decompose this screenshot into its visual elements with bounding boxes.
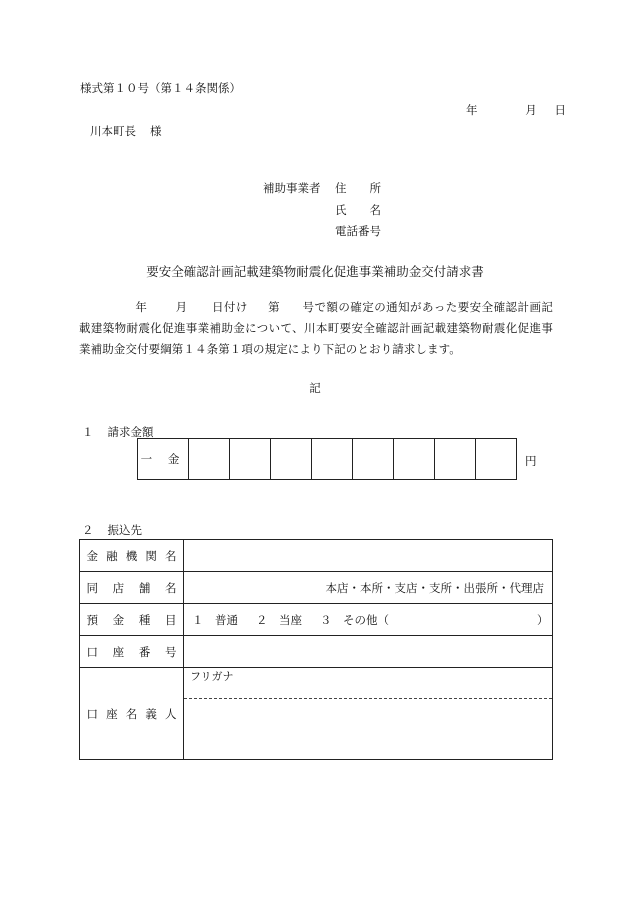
amount-row	[138, 439, 517, 480]
branch-row	[80, 572, 553, 604]
body-text: 号で額の確定の通知があった要安全確認計画記載建築物耐震化促進事業補助金について、川本町要安全確認計画記載建築物耐震化促進事業補助金交付要綱第１４条第１項の規定により下記のとおり請求します。	[79, 300, 553, 356]
addressee	[90, 123, 162, 139]
bank-name-row	[80, 540, 553, 572]
amount-digit-cell[interactable]	[476, 439, 517, 480]
applicant-address-label: 住 所	[335, 181, 381, 195]
date-line	[466, 102, 566, 118]
account-holder-label: 口座名義人	[80, 668, 184, 760]
ki-heading: 記	[309, 381, 321, 395]
amount-prefix: 一 金	[138, 439, 189, 480]
branch-options[interactable]: 本店・本所・支店・支所・出張所・代理店	[184, 572, 553, 604]
amount-digit-cell[interactable]	[312, 439, 353, 480]
amount-table	[137, 438, 517, 480]
applicant-heading: 補助事業者	[263, 181, 321, 195]
section2-heading	[82, 522, 142, 538]
form-number: 様式第１０号（第１４条関係）	[80, 81, 241, 95]
section2-label: 振込先	[107, 523, 142, 537]
body-day-dated: 日付け	[211, 300, 248, 314]
section1-label: 請求金額	[107, 425, 154, 439]
account-holder-row	[80, 668, 553, 760]
body-paragraph	[79, 297, 553, 360]
type-option-other[interactable]: ３ その他（	[320, 612, 389, 627]
body-month: 月	[175, 300, 188, 314]
account-holder-field[interactable]	[184, 668, 553, 760]
bank-name-field[interactable]	[184, 540, 553, 572]
account-holder-cell	[184, 668, 552, 759]
section1-number: １	[82, 425, 94, 439]
amount-unit: 円	[525, 454, 537, 468]
amount-digit-cell[interactable]	[435, 439, 476, 480]
amount-digit-cell[interactable]	[230, 439, 271, 480]
addressee-name: 川本町長	[90, 124, 136, 138]
bank-name-label: 金融機関名	[80, 540, 184, 572]
deposit-type-label: 預金種目	[80, 604, 184, 636]
type-option-ordinary[interactable]: １ 普通	[192, 612, 238, 627]
deposit-type-row	[80, 604, 553, 636]
deposit-type-options[interactable]	[184, 604, 553, 636]
account-number-row	[80, 636, 553, 668]
section2-number: ２	[82, 523, 94, 537]
addressee-suffix: 様	[150, 124, 162, 138]
date-day: 日	[554, 103, 566, 117]
furigana-divider	[184, 698, 552, 699]
date-year: 年	[466, 103, 478, 117]
applicant-name-label: 氏 名	[335, 203, 381, 217]
account-number-field[interactable]	[184, 636, 553, 668]
furigana-label: フリガナ	[190, 670, 234, 683]
body-year: 年	[135, 300, 148, 314]
amount-digit-cell[interactable]	[353, 439, 394, 480]
type-option-close: ）	[537, 612, 549, 627]
bank-account-table	[79, 539, 553, 760]
amount-digit-cell[interactable]	[394, 439, 435, 480]
document-title: 要安全確認計画記載建築物耐震化促進事業補助金交付請求書	[146, 264, 484, 279]
branch-name-label: 同店舗名	[80, 572, 184, 604]
amount-digit-cell[interactable]	[271, 439, 312, 480]
body-dai: 第	[267, 300, 281, 314]
type-option-checking[interactable]: ２ 当座	[256, 612, 302, 627]
date-month: 月	[525, 103, 537, 117]
amount-digit-cell[interactable]	[189, 439, 230, 480]
applicant-phone-label: 電話番号	[335, 224, 381, 238]
account-number-label: 口座番号	[80, 636, 184, 668]
